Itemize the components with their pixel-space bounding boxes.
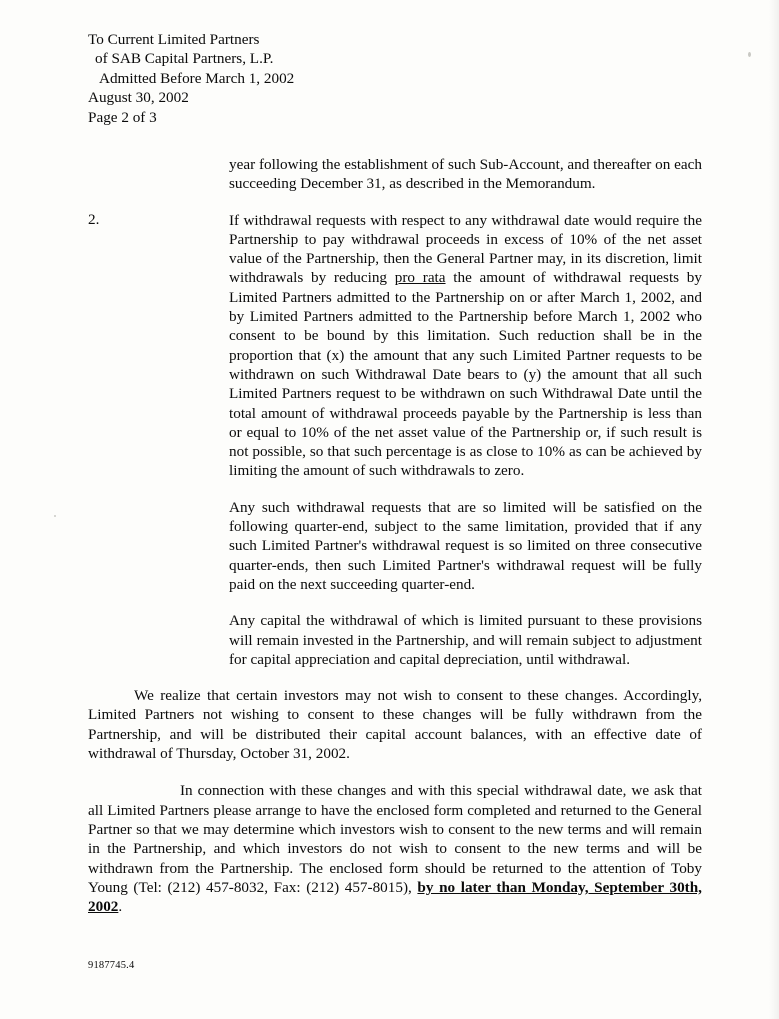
connection-text-part2: . bbox=[118, 898, 123, 916]
header-line-entity: of SAB Capital Partners, L.P. bbox=[95, 50, 274, 68]
header-line-page: Page 2 of 3 bbox=[88, 108, 157, 126]
item-2-text-part1: If withdrawal requests with respect to any withdrawal date would require the Partnership to pay withdrawal proceeds in excess of 10% of the net asset value of the Partnership, then the General Partner may, in its discretion, limit withdrawals by reducing bbox=[229, 211, 702, 287]
numbered-item-2 bbox=[88, 210, 702, 670]
connection-emphasis: by no later than Monday, September 30th, 2002 bbox=[88, 878, 702, 916]
paragraph-capital-invested: Any capital the withdrawal of which is limited pursuant to these provisions will remain invested in the Partnership, and will remain subject to adjustment for capital appreciation and capital depreciation, until withdrawal. bbox=[229, 612, 702, 668]
document-id-footer: 9187745.4 bbox=[88, 960, 135, 971]
document-body bbox=[88, 155, 702, 933]
scan-speck bbox=[54, 515, 56, 517]
paragraph-limited-satisfied: Any such withdrawal requests that are so limited will be satisfied on the following quarter-end, subject to the same limitation, provided that if any such Limited Partner's withdrawal request is so limited on three consecutive quarter-ends, then such Limited Partner's withdrawal request will be fully paid on the next succeeding quarter-end. bbox=[229, 498, 702, 593]
header-line-date: August 30, 2002 bbox=[88, 89, 189, 107]
letter-header bbox=[88, 30, 294, 127]
item-number: 2. bbox=[88, 210, 100, 228]
header-line-admitted: Admitted Before March 1, 2002 bbox=[99, 69, 295, 87]
item-2-text-part2: the amount of withdrawal requests by Limited Partners admitted to the Partnership on or after March 1, 2002, and by Limited Partners admitted to the Partnership before March 1, 2002 who consent to be bound by this limitation. Such reduction shall be in the proportion that (x) the amount that any such Limited Partner requests to be withdrawn on such Withdrawal Date bears to (y) the amount that all such Limited Partners request to be withdrawn on such Withdrawal Date until the total amount of withdrawal proceeds payable by the Partnership is less than or equal to 10% of the net asset value of the Partnership or, if such result is not possible, so that such percentage is as close to 10% as can be achieved by limiting the amount of such withdrawals to zero. bbox=[229, 269, 702, 480]
item-2-emphasis: pro rata bbox=[394, 269, 446, 287]
paragraph-connection bbox=[88, 781, 702, 916]
header-line-recipient: To Current Limited Partners bbox=[88, 31, 260, 48]
connection-text-part1: In connection with these changes and with this special withdrawal date, we ask that all Limited Partners please arrange to have the enclosed form completed and returned to the General Partner so that we may determine which investors wish to consent to the new terms and will remain in the Partnership, and which investors do not wish to consent to the new terms and will be withdrawn from the Partnership. The enclosed form should be returned to the attention of Toby Young (Tel: (212) 457-8032, Fax: (212) 457-8015), bbox=[88, 782, 702, 896]
scan-speck bbox=[748, 52, 751, 57]
paragraph-realize: We realize that certain investors may not wish to consent to these changes. Accordingly, Limited Partners not wishing to consent to these changes will be fully withdrawn from the Partnership, and will be distributed their capital account balances, with an effective date of withdrawal of Thursday, October 31, 2002. bbox=[88, 687, 702, 763]
paragraph-item-2 bbox=[229, 211, 702, 481]
paragraph-continuation: year following the establishment of such Sub-Account, and thereafter on each succeeding December 31, as described in the Memorandum. bbox=[229, 156, 702, 193]
